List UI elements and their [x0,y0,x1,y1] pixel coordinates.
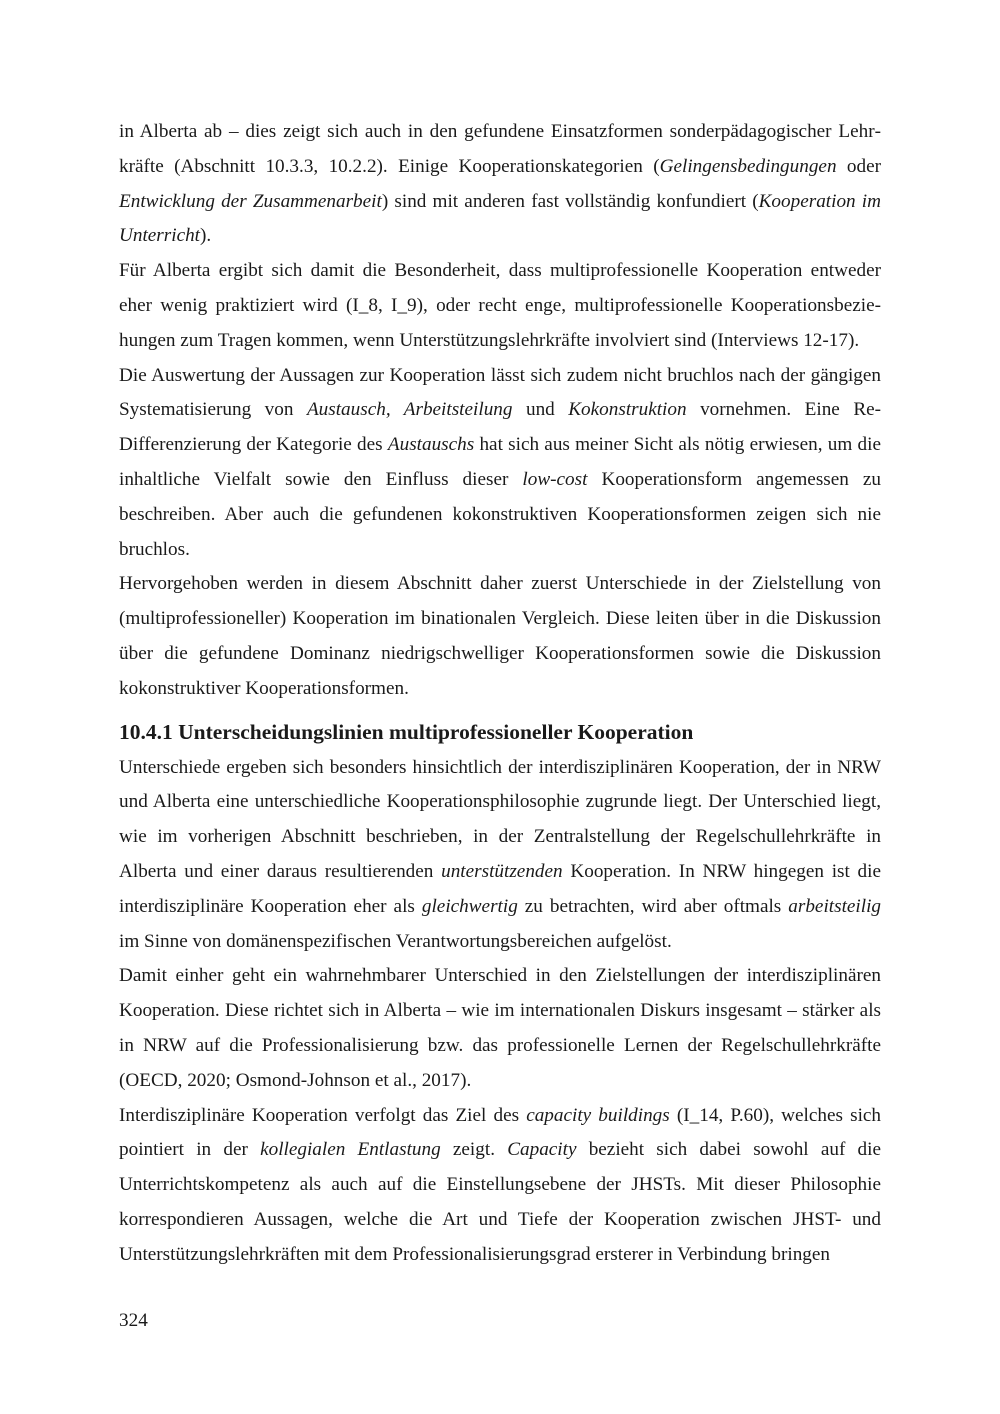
emphasis-text: arbeitsteilig [788,895,882,917]
text-segment: (I_14, P.60), welches sich pointiert in der [119,1104,882,1161]
text-segment: Für Alberta ergibt sich damit die Besonderheit, dass multiprofessionelle Kooperation entweder eher wenig praktiziert wird (I_8, I_9), oder recht enge, multiprofessionelle Kooperationsbeziehungen zum Tragen kommen, wenn Unterstützungslehrkräfte involviert sind (Interviews 12-17). [119,260,881,351]
section-heading: 10.4.1 Unterscheidungslinien multiprofessioneller Kooperation [119,719,694,744]
paragraph-p2 [119,254,881,358]
emphasis-text: Austauschs [387,434,475,456]
emphasis-text: capacity buildings [526,1104,670,1126]
text-segment: ) sind mit anderen fast vollständig konfundiert ( [381,190,759,212]
text-segment: hat sich aus meiner Sicht als nötig erwiesen, um die inhaltliche Vielfalt sowie den Einfluss dieser [119,434,881,490]
emphasis-text: Austausch, Arbeitsteilung [306,399,513,421]
text-segment: ). [200,225,212,247]
emphasis-text: Entwicklung der Zusammenarbeit [119,190,382,212]
text-segment: Interdisziplinäre Kooperation verfolgt das Ziel des [119,1104,527,1126]
text-segment: bezieht sich dabei sowohl auf die Unterrichtskompetenz als auch auf die Einstellungsebene der JHSTs. Mit dieser Philosophie korrespondieren Aussagen, welche die Art und Tiefe der Kooperation zwischen JHST- und Unterstützungslehrkräften mit dem Professionalisierungsgrad ersterer in Verbindung bringen [119,1139,881,1265]
emphasis-text: gleichwertig [421,895,518,917]
text-segment: Kooperationsform angemessen zu beschreiben. Aber auch die gefundenen kokonstruktiven Kooperationsformen zeigen sich nie bruchlos. [119,468,881,560]
body-text-top [119,115,881,707]
emphasis-text: Kokonstruktion [568,399,687,421]
text-segment: im Sinne von domänenspezifischen Verantwortungsbereichen aufgelöst. [119,930,672,952]
paragraph-p1 [119,115,881,254]
paragraph-p3 [119,359,881,568]
body-text-bottom [119,751,881,1273]
emphasis-text: low-cost [522,468,588,490]
page-number: 324 [119,1310,148,1331]
emphasis-text: unterstützenden [441,860,563,882]
paragraph-p7 [119,1099,881,1273]
text-segment: Unterschiede ergeben sich besonders hinsichtlich der interdisziplinären Kooperation, der in NRW und Alberta eine unterschiedliche Kooperationsphilosophie zugrunde liegt. Der Unterschied liegt, wie im vorherigen Abschnitt beschrieben, in der Zentralstellung der Regelschullehrkräfte in Alberta und einer daraus resultierenden [119,756,881,882]
paragraph-p4 [119,567,881,706]
text-segment: zeigt. [440,1139,508,1161]
emphasis-text: Gelingensbedingungen [659,155,837,177]
text-segment: und [512,399,569,421]
paragraph-p6 [119,959,881,1098]
text-segment: zu betrachten, wird aber oftmals [517,895,789,917]
emphasis-text: Capacity [507,1139,577,1161]
text-segment: Die Auswertung der Aussagen zur Kooperation lässt sich zudem nicht bruchlos nach der gängigen Systematisierung von [119,364,881,421]
document-page [119,115,881,1273]
emphasis-text: Kooperation im Unterricht [119,190,881,247]
emphasis-text: kollegialen Entlastung [260,1139,441,1161]
text-segment: in Alberta ab – dies zeigt sich auch in den gefundene Einsatzformen sonderpädagogischer Lehrkräfte (Abschnitt 10.3.3, 10.2.2). Einige Kooperationskategorien ( [119,121,881,177]
text-segment: vornehmen. Eine Re-Differenzierung der Kategorie des [119,399,882,456]
text-segment: Hervorgehoben werden in diesem Abschnitt daher zuerst Unterschiede in der Zielstellung von (multiprofessioneller) Kooperation im binationalen Vergleich. Diese leiten über in die Diskussion über die gefundene Dominanz niedrigschwelliger Kooperationsformen sowie die Diskussion kokonstruktiver Kooperationsformen. [119,573,881,699]
paragraph-p5 [119,751,881,960]
text-segment: oder [836,155,881,177]
text-segment: Damit einher geht ein wahrnehmbarer Unterschied in den Zielstellungen der interdisziplinären Kooperation. Diese richtet sich in Alberta – wie im internationalen Diskurs insgesamt – stärker als in NRW auf die Professionalisierung bzw. das professionelle Lernen der Regelschullehrkräfte (OECD, 2020; Osmond-Johnson et al., 2017). [119,965,881,1091]
text-segment: Kooperation. In NRW hingegen ist die interdisziplinäre Kooperation eher als [119,860,881,917]
